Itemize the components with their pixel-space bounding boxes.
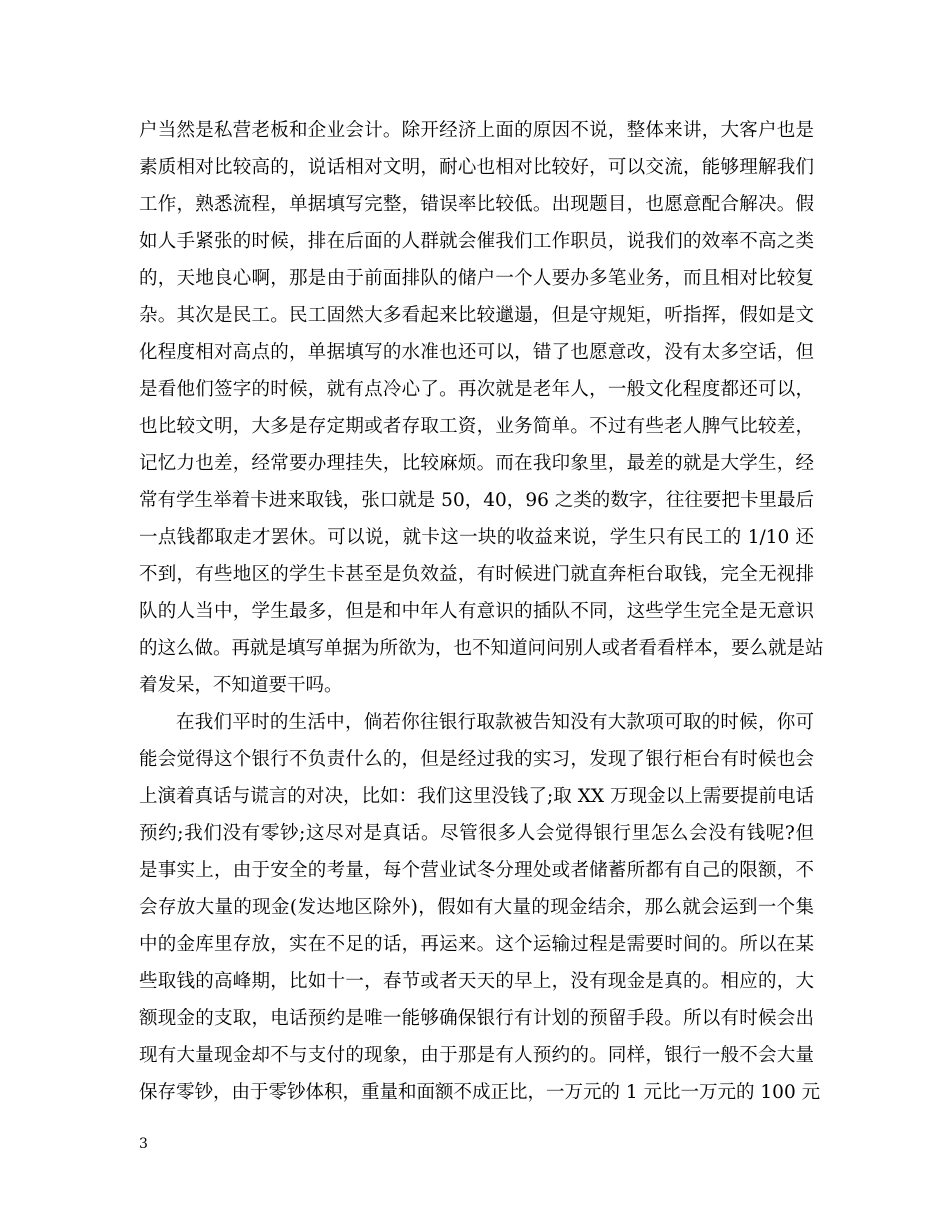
text-line: 如人手紧张的时候，排在后面的人群就会催我们工作职员，说我们的效率不高之类 bbox=[139, 231, 814, 252]
text-line: 是看他们签字的时候，就有点冷心了。再次就是老年人，一般文化程度都还可以， bbox=[139, 379, 814, 400]
text-line: 中的金库里存放，实在不足的话，再运来。这个运输过程是需要时间的。所以在某 bbox=[139, 934, 814, 955]
text-line: 在我们平时的生活中，倘若你往银行取款被告知没有大款项可取的时候，你可 bbox=[176, 712, 814, 733]
text-line: 记忆力也差，经常要办理挂失，比较麻烦。而在我印象里，最差的就是大学生，经 bbox=[139, 453, 814, 474]
text-line: 化程度相对高点的，单据填写的水准也还可以，错了也愿意改，没有太多空话，但 bbox=[139, 342, 814, 363]
page-number: 3 bbox=[139, 1136, 148, 1152]
text-line: 是事实上，由于安全的考量，每个营业试冬分理处或者储蓄所都有自己的限额，不 bbox=[139, 860, 814, 881]
text-line: 额现金的支取，电话预约是唯一能够确保银行有计划的预留手段。所以有时候会出 bbox=[139, 1008, 814, 1029]
paragraph bbox=[139, 112, 824, 704]
text-line: 也比较文明，大多是存定期或者存取工资，业务简单。不过有些老人脾气比较差， bbox=[139, 416, 814, 437]
text-line: 些取钱的高峰期，比如十一，春节或者天天的早上，没有现金是真的。相应的，大 bbox=[139, 971, 814, 992]
text-line: 保存零钞，由于零钞体积，重量和面额不成正比，一万元的 1 元比一万元的 100 元 bbox=[139, 1082, 821, 1103]
text-line: 会存放大量的现金(发达地区除外)，假如有大量的现金结余，那么就会运到一个集 bbox=[139, 897, 814, 918]
text-line: 预约;我们没有零钞;这尽对是真话。尽管很多人会觉得银行里怎么会没有钱呢?但 bbox=[139, 823, 814, 844]
text-line: 素质相对比较高的，说话相对文明，耐心也相对比较好，可以交流，能够理解我们 bbox=[139, 157, 814, 178]
body-text bbox=[139, 112, 824, 1111]
text-line: 不到，有些地区的学生卡甚至是负效益，有时候进门就直奔柜台取钱，完全无视排 bbox=[139, 564, 814, 585]
paragraph bbox=[139, 704, 821, 1111]
text-line: 户当然是私营老板和企业会计。除开经济上面的原因不说，整体来讲，大客户也是 bbox=[139, 120, 814, 141]
text-line: 的这么做。再就是填写单据为所欲为，也不知道问问别人或者看看样本，要么就是站 bbox=[139, 638, 824, 659]
text-line: 一点钱都取走才罢休。可以说，就卡这一块的收益来说，学生只有民工的 1/10 还 bbox=[139, 527, 814, 548]
text-line: 着发呆，不知道要干吗。 bbox=[139, 675, 343, 696]
text-line: 常有学生举着卡进来取钱，张口就是 50，40，96 之类的数字，往往要把卡里最后 bbox=[139, 490, 814, 511]
text-line: 工作，熟悉流程，单据填写完整，错误率比较低。出现题目，也愿意配合解决。假 bbox=[139, 194, 814, 215]
text-line: 现有大量现金却不与支付的现象，由于那是有人预约的。同样，银行一般不会大量 bbox=[139, 1045, 814, 1066]
text-line: 能会觉得这个银行不负责什么的，但是经过我的实习，发现了银行柜台有时候也会 bbox=[139, 749, 814, 770]
text-line: 队的人当中，学生最多，但是和中年人有意识的插队不同，这些学生完全是无意识 bbox=[139, 601, 814, 622]
text-line: 的，天地良心啊，那是由于前面排队的储户一个人要办多笔业务，而且相对比较复 bbox=[139, 268, 814, 289]
text-line: 杂。其次是民工。民工固然大多看起来比较邋遢，但是守规矩，听指挥，假如是文 bbox=[139, 305, 814, 326]
text-line: 上演着真话与谎言的对决，比如：我们这里没钱了;取 XX 万现金以上需要提前电话 bbox=[139, 786, 814, 807]
